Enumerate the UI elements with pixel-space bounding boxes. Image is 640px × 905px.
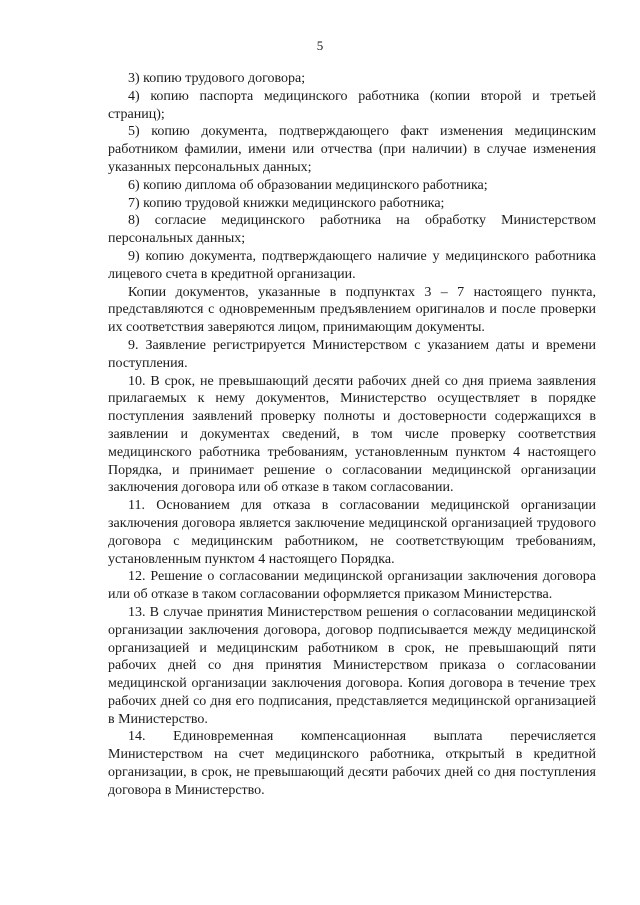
clause-12-paragraph: 12. Решение о согласовании медицинской организации заключения договора или об отказе в таком согласовании оформляется приказом Министерства. [108,569,596,603]
clause-10-paragraph: 10. В срок, не превышающий десяти рабочих дней со дня приема заявления прилагаемых к нему документов, Министерство осуществляет в порядке поступления заявлений проверку полноты и достоверности содержащихся в заявлении и документах сведений, в том числе проверку соответствия медицинского работника требованиям, установленным пунктом 4 настоящего Порядка, и принимает решение о согласовании медицинской организации заключения договора или об отказе в таком согласовании. [108,373,596,496]
item-9-paragraph: 9) копию документа, подтверждающего наличие у медицинского работника лицевого счета в кредитной организации. [108,248,596,282]
item-4-paragraph: 4) копию паспорта медицинского работника (копии второй и третьей страниц); [108,88,596,122]
item-3-paragraph: 3) копию трудового договора; [128,71,306,86]
item-5-paragraph: 5) копию документа, подтверждающего факт изменения медицинским работником фамилии, имени или отчества (при наличии) в случае изменения указанных персональных данных; [108,124,596,175]
clause-14-paragraph: 14. Единовременная компенсационная выплата перечисляется Министерством на счет медицинского работника, открытый в кредитной организации, в срок, не превышающий десяти рабочих дней со дня поступления договора в Министерство. [108,729,596,798]
item-8-paragraph: 8) согласие медицинского работника на обработку Министерством персональных данных; [108,213,596,247]
document-body [108,70,596,800]
clause-11-paragraph: 11. Основанием для отказа в согласовании медицинской организации заключения договора является заключение медицинской организацией трудового договора с медицинским работником, не соответствующим требованиям, установленным пунктом 4 настоящего Порядка. [108,498,596,567]
page-number: 5 [316,38,324,53]
item-6-paragraph: 6) копию диплома об образовании медицинского работника; [128,177,488,193]
copies-paragraph: Копии документов, указанные в подпунктах 3 – 7 настоящего пункта, представляются с одновременным предъявлением оригиналов и после проверки их соответствия заверяются лицом, принимающим документы. [108,284,596,336]
item-7-paragraph: 7) копию трудовой книжки медицинского работника; [128,195,445,211]
clause-9-paragraph: 9. Заявление регистрируется Министерством с указанием даты и времени поступления. [108,337,596,371]
clause-13-paragraph: 13. В случае принятия Министерством решения о согласовании медицинской организации заключения договора, договор подписывается между медицинской организацией и медицинским работником в срок, не превышающий пяти рабочих дней со дня принятия Министерством приказа о согласовании медицинской организации заключения договора. Копия договора в течение трех рабочих дней со дня его подписания, представляется медицинской организацией в Министерство. [108,604,596,727]
